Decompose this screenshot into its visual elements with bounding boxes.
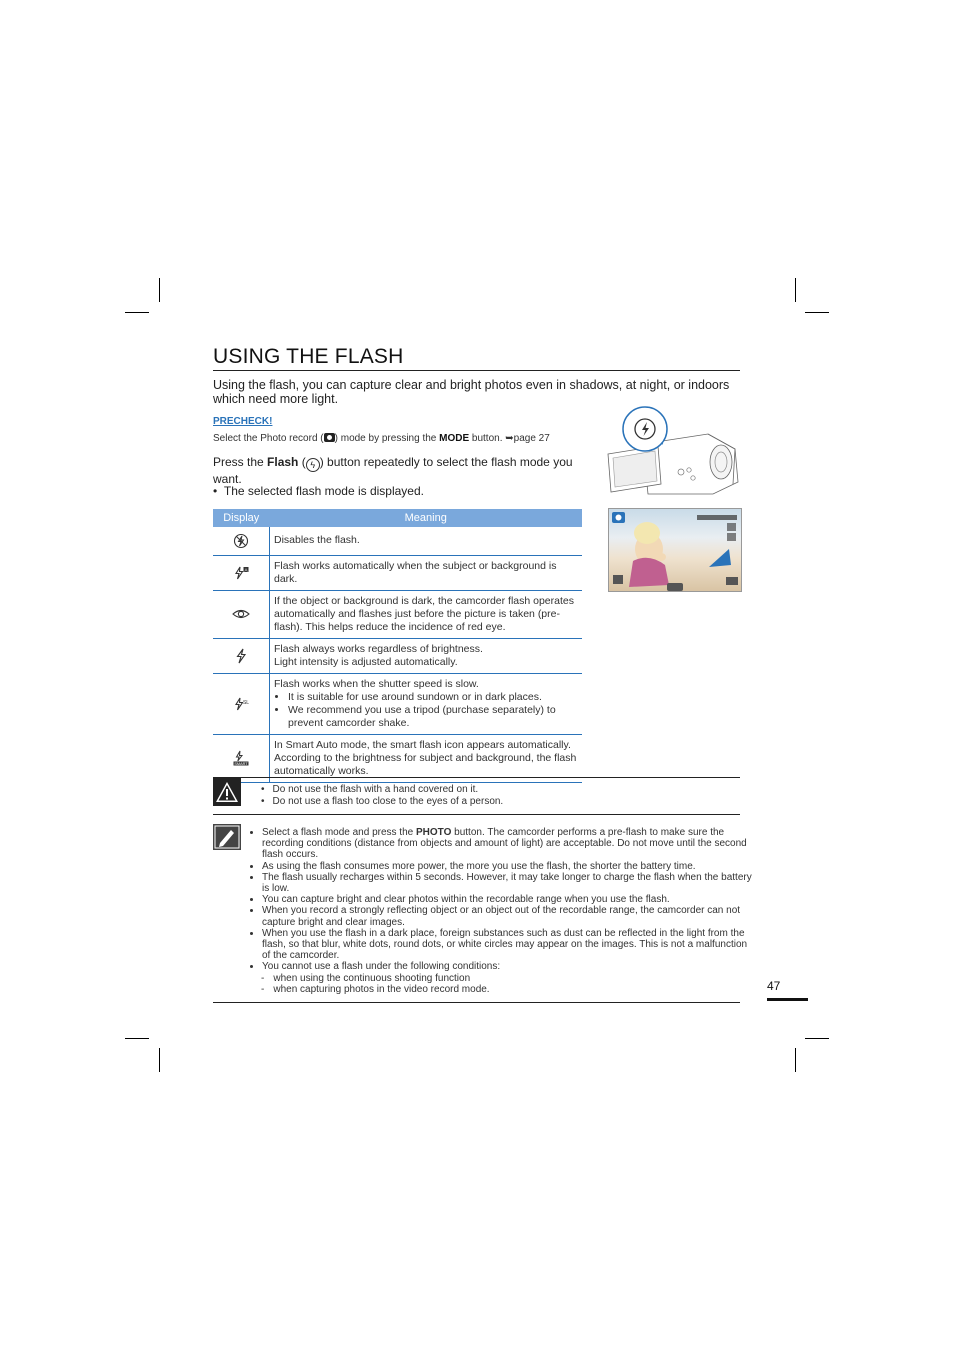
table-row [213, 590, 582, 638]
precheck-text-part: Select the Photo record ( [213, 433, 324, 444]
warning-item: • Do not use a flash too close to the eyes of a person. [261, 796, 503, 808]
table-cell-meaning: If the object or background is dark, the camcorder flash operates automatically and flashes just before the picture is taken (pre-flash). This helps reduce the incidence of red eye. [270, 590, 583, 638]
flash-auto-icon [232, 565, 250, 581]
instruction-bullet-text: The selected flash mode is displayed. [223, 484, 424, 498]
warning-icon [213, 778, 241, 806]
table-cell-icon [213, 638, 270, 673]
note-icon [213, 824, 241, 850]
warning-box [213, 777, 740, 815]
note-list [249, 827, 754, 995]
note-sub-item: - when capturing photos in the video record mode. [262, 984, 754, 995]
page-ref-arrow-icon: ➥ [505, 433, 514, 444]
crop-mark [125, 312, 149, 313]
table-cell-meaning [270, 638, 583, 673]
precheck-text [213, 433, 593, 444]
crop-mark [125, 1038, 149, 1039]
slow-sync-icon [232, 696, 250, 712]
table-cell-meaning: Disables the flash. [270, 527, 583, 555]
table-cell-icon [213, 590, 270, 638]
note-sub-item: - when using the continuous shooting function [262, 973, 754, 984]
precheck-text-part: button. [469, 433, 506, 444]
table-cell-meaning [270, 673, 583, 734]
table-header-meaning: Meaning [270, 509, 583, 527]
table-row [213, 734, 582, 782]
table-row [213, 555, 582, 590]
table-cell-icon [213, 527, 270, 555]
note-item: • When you use the flash in a dark place, foreign substances such as dust can be reflected in the light from the flash, so that blur, white dots, round dots, or white circles may appear on the images. This is not a malfunction of the camcorder. [262, 928, 754, 962]
page-number-bar [767, 998, 808, 1001]
warning-list [261, 784, 503, 808]
page-ref: page 27 [513, 433, 550, 444]
flash-off-icon [233, 533, 249, 549]
svg-text:SMART: SMART [234, 762, 248, 766]
table-header-row [213, 509, 582, 527]
flash-word: Flash [267, 455, 299, 469]
meaning-line: Flash always works regardless of brightness. [274, 642, 483, 655]
camcorder-illustration [603, 404, 743, 499]
page-number: 47 [767, 979, 781, 993]
table-row [213, 638, 582, 673]
precheck-text-part: ) mode by pressing the [334, 433, 440, 444]
smart-flash-icon [232, 750, 250, 766]
note-item: • You cannot use a flash under the following conditions: - when using the continuous shooting function - when capturing photos in the video record mode. [262, 961, 754, 995]
instruction-part: Press the [213, 455, 268, 469]
table-cell-icon [213, 673, 270, 734]
table-cell-icon [213, 555, 270, 590]
page-title: USING THE FLASH [213, 344, 740, 371]
note-item: • When you record a strongly reflecting object or an object out of the recordable range, the camcorder can not capture bright and clear images. [262, 905, 754, 927]
note-item: • You can capture bright and clear photos within the recordable range when you use the flash. [262, 894, 754, 905]
table-row [213, 527, 582, 555]
meaning-line: Flash works when the shutter speed is slow. [274, 677, 479, 690]
svg-text:A: A [244, 566, 248, 572]
crop-mark [795, 278, 796, 302]
crop-mark [805, 1038, 829, 1039]
meaning-bullets [274, 691, 578, 730]
table-row [213, 673, 582, 734]
flash-mode-table [213, 509, 582, 783]
flash-on-icon [234, 648, 248, 664]
table-header-display: Display [213, 509, 270, 527]
photo-word: PHOTO [415, 827, 452, 838]
crop-mark [159, 1048, 160, 1072]
crop-mark [795, 1048, 796, 1072]
table-cell-icon [213, 734, 270, 782]
meaning-line: Light intensity is adjusted automatically. [274, 655, 458, 668]
note-item: • Select a flash mode and press the PHOTO button. The camcorder performs a pre-flash to make sure the recording conditions (distance from objects and amount of light) are acceptable. Do not move until the second flash occurs. [262, 827, 754, 861]
note-item: • The flash usually recharges within 5 seconds. However, it may take longer to charge the flash when the battery is low. [262, 872, 754, 894]
instruction-part: ) button repeatedly to select the flash mode you want. [213, 455, 573, 486]
red-eye-icon [232, 608, 250, 620]
table-cell-meaning: In Smart Auto mode, the smart flash icon appears automatically. According to the brightness for subject and background, the flash automatically works. [270, 734, 583, 782]
meaning-bullet: • It is suitable for use around sundown or in dark places. [288, 691, 578, 704]
svg-text:SL: SL [242, 699, 250, 706]
intro-paragraph: Using the flash, you can capture clear and bright photos even in shadows, at night, or indoors which need more light. [213, 378, 730, 406]
lcd-preview-image [608, 508, 742, 592]
note-box [213, 824, 752, 1003]
camera-icon [324, 433, 335, 442]
note-sub-list [262, 973, 754, 995]
crop-mark [805, 312, 829, 313]
meaning-bullet: • We recommend you use a tripod (purchase separately) to prevent camcorder shake. [288, 704, 578, 730]
warning-item: • Do not use the flash with a hand covered on it. [261, 784, 503, 796]
flash-button-icon: ϟ [306, 458, 320, 472]
crop-mark [159, 278, 160, 302]
table-cell-meaning: Flash works automatically when the subject or background is dark. [270, 555, 583, 590]
note-item: • As using the flash consumes more power, the more you use the flash, the shorter the battery time. [262, 861, 754, 872]
instruction-text: Press the Flash ( ϟ ) button repeatedly to select the flash mode you want. [213, 455, 573, 486]
precheck-label: PRECHECK! [213, 416, 273, 427]
mode-word: MODE [439, 433, 470, 444]
instruction-bullet: • The selected flash mode is displayed. [213, 484, 424, 498]
